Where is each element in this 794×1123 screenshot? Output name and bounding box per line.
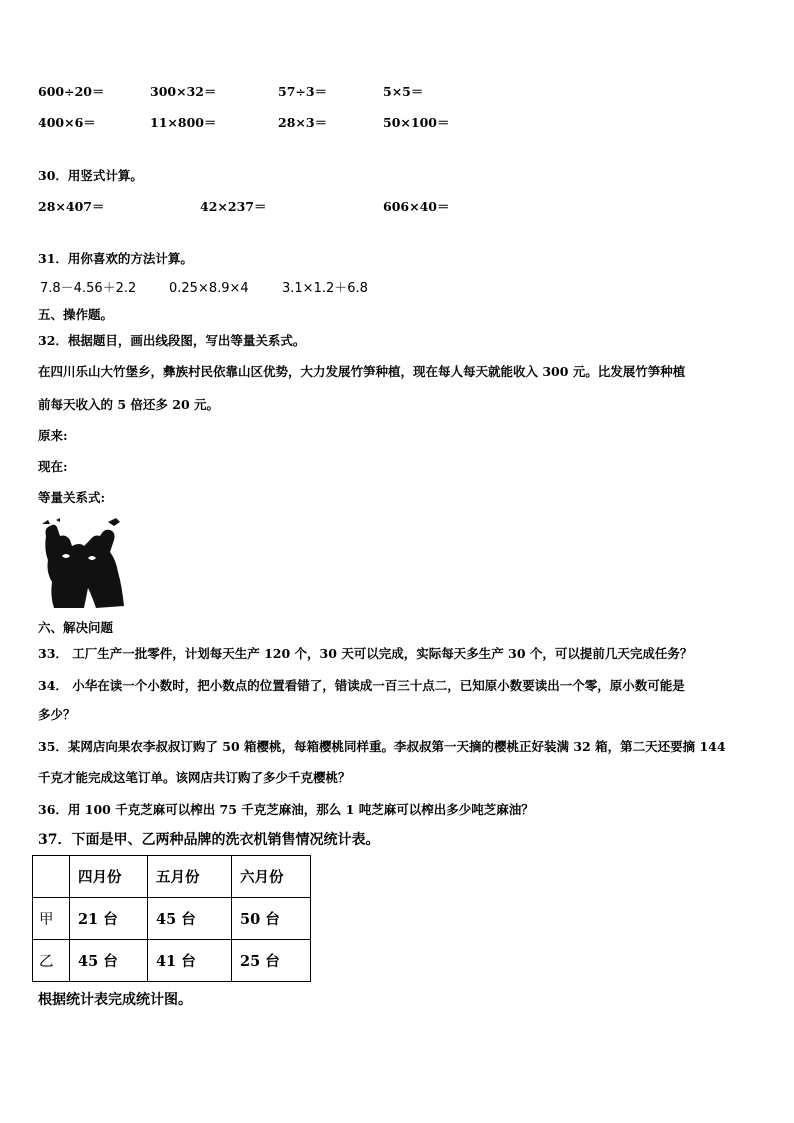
calc-item: 11×800＝ xyxy=(150,115,217,130)
table-cell: 41 台 xyxy=(148,940,232,982)
calc-item: 28×3＝ xyxy=(278,115,328,130)
vertical-calc-item: 28×407＝ xyxy=(38,199,105,214)
q34-text: 多少？ xyxy=(38,707,76,722)
section-heading: 五、操作题。 xyxy=(38,307,114,322)
table-cell: 50 台 xyxy=(232,898,311,940)
table-cell xyxy=(33,856,70,898)
table-header-cell: 六月份 xyxy=(232,856,311,898)
calc-item: 400×6＝ xyxy=(38,115,96,130)
q37-title: 37．下面是甲、乙两种品牌的洗衣机销售情况统计表。 xyxy=(38,832,380,848)
q34-text: 34． 小华在读一个小数时，把小数点的位置看错了，错读成一百三十点二，已知原小数要读出一个零，原小数可能是 xyxy=(38,678,685,693)
calc-item: 300×32＝ xyxy=(150,84,217,99)
sales-table xyxy=(32,855,311,982)
table-cell: 25 台 xyxy=(232,940,311,982)
q30-title: 30．用竖式计算。 xyxy=(38,168,143,183)
expression-item: 7.8－4.56＋2.2 xyxy=(40,281,137,296)
q35-text: 35．某网店向果农李叔叔订购了 50 箱樱桃，每箱樱桃同样重。李叔叔第一天摘的樱桃正好装满 32 箱，第二天还要摘 144 xyxy=(38,739,726,754)
q32-title: 32．根据题目，画出线段图，写出等量关系式。 xyxy=(38,333,306,348)
calc-item: 50×100＝ xyxy=(383,115,450,130)
table-cell: 45 台 xyxy=(70,940,148,982)
q32-now-label: 现在: xyxy=(38,459,68,474)
silhouette-figure-image xyxy=(36,516,128,612)
vertical-calc-item: 606×40＝ xyxy=(383,199,450,214)
expression-item: 0.25×8.9×4 xyxy=(169,281,249,296)
calc-item: 5×5＝ xyxy=(383,84,424,99)
q32-before-label: 原来: xyxy=(38,428,68,443)
q36-text: 36．用 100 千克芝麻可以榨出 75 千克芝麻油，那么 1 吨芝麻可以榨出多少吨芝麻油？ xyxy=(38,802,534,817)
vertical-calc-item: 42×237＝ xyxy=(200,199,267,214)
q37-footer: 根据统计表完成统计图。 xyxy=(38,992,192,1008)
q32-text: 前每天收入的 5 倍还多 20 元。 xyxy=(38,397,220,412)
q33-text: 33． 工厂生产一批零件，计划每天生产 120 个，30 天可以完成，实际每天多生产 30 个，可以提前几天完成任务？ xyxy=(38,646,693,661)
table-row xyxy=(33,940,311,982)
section-heading: 六、解决问题 xyxy=(38,620,114,635)
q32-equation-label: 等量关系式: xyxy=(38,490,106,505)
table-row-label: 甲 xyxy=(33,898,70,940)
calc-item: 600÷20＝ xyxy=(38,84,105,99)
table-header-cell: 四月份 xyxy=(70,856,148,898)
q32-text: 在四川乐山大竹堡乡，彝族村民依靠山区优势，大力发展竹笋种植，现在每人每天就能收入 300 元。比发展竹笋种植 xyxy=(38,364,686,379)
q35-text: 千克才能完成这笔订单。该网店共订购了多少千克樱桃？ xyxy=(38,770,351,785)
table-cell: 21 台 xyxy=(70,898,148,940)
table-row xyxy=(33,898,311,940)
table-header-row xyxy=(33,856,311,898)
table-row-label: 乙 xyxy=(33,940,70,982)
expression-item: 3.1×1.2＋6.8 xyxy=(282,281,368,296)
table-header-cell: 五月份 xyxy=(148,856,232,898)
calc-item: 57÷3＝ xyxy=(278,84,328,99)
q31-title: 31．用你喜欢的方法计算。 xyxy=(38,251,193,266)
table-cell: 45 台 xyxy=(148,898,232,940)
